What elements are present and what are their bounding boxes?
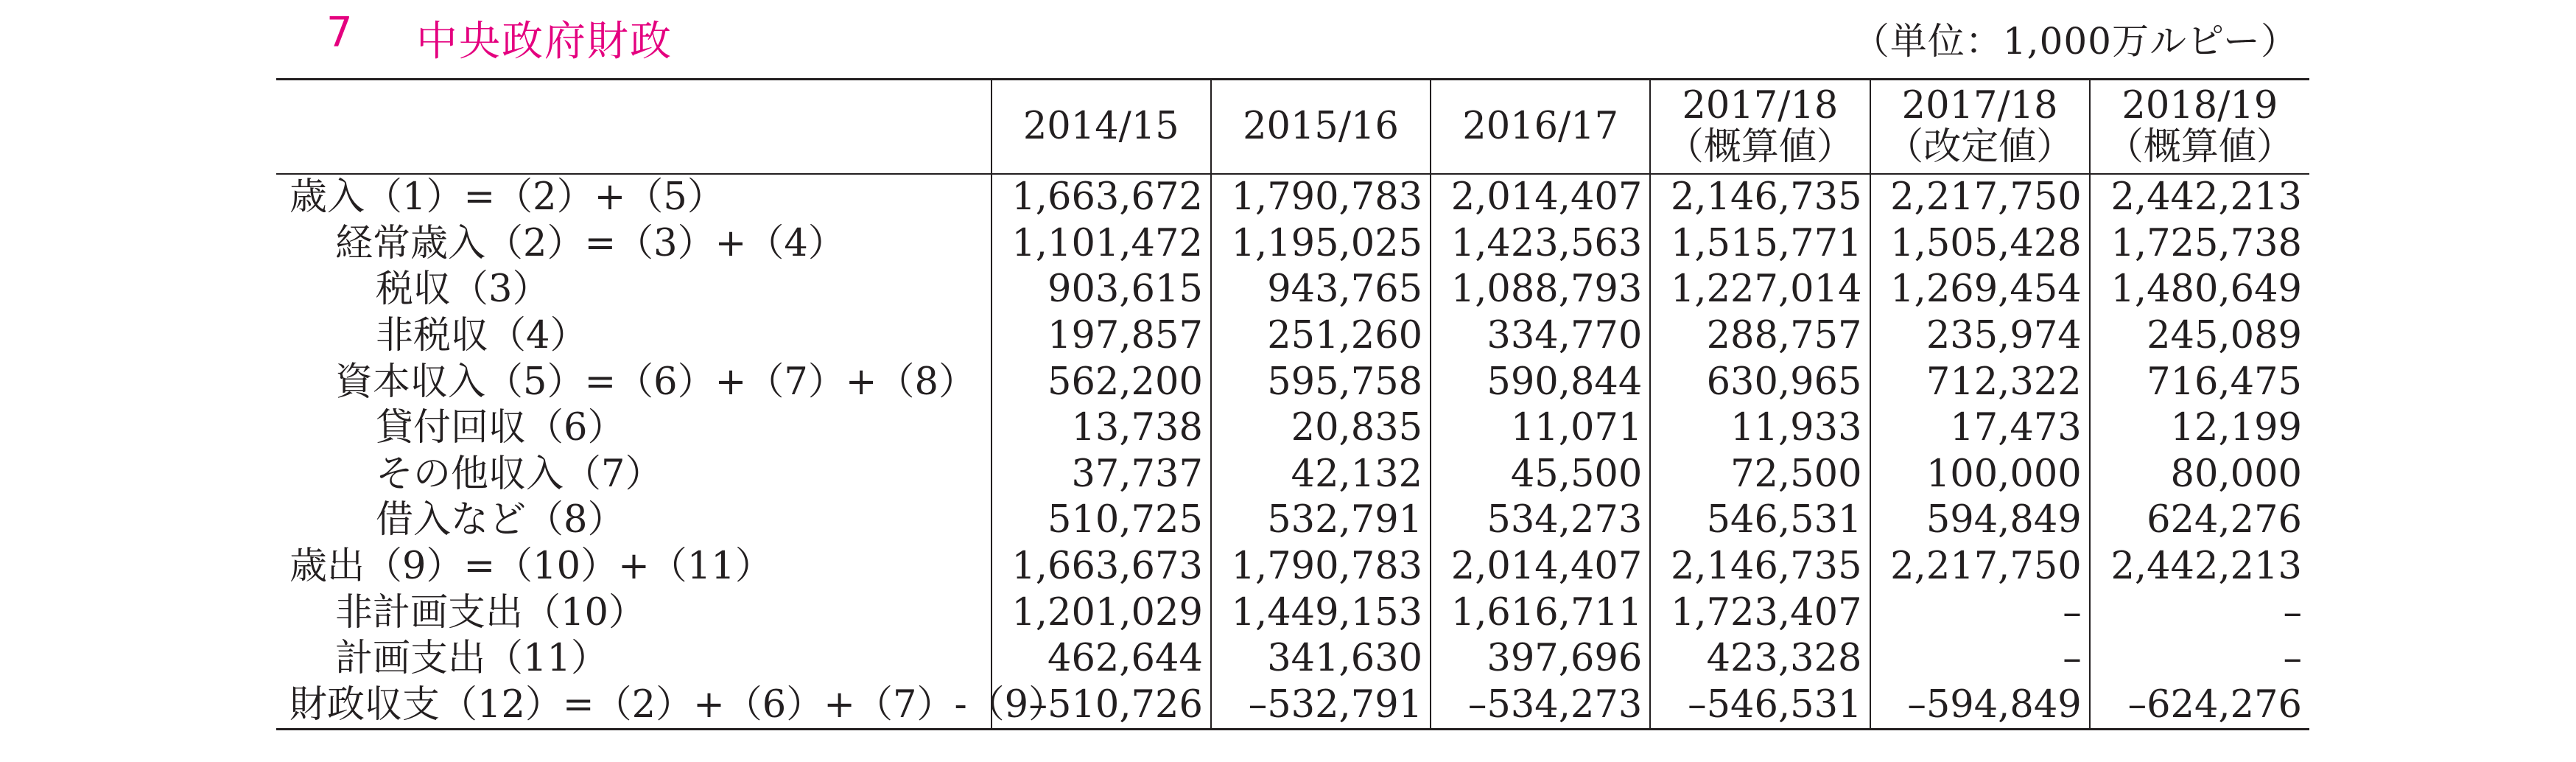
value-cell: 1,505,428 <box>1870 221 2090 268</box>
value-cell: 334,770 <box>1431 313 1650 360</box>
value-cell: – <box>1870 590 2090 636</box>
column-header <box>992 80 1211 175</box>
value-cell: 42,132 <box>1211 452 1431 498</box>
value-cell: 546,531 <box>1650 497 1870 544</box>
value-cell: –546,531 <box>1650 682 1870 730</box>
column-header <box>1211 80 1431 175</box>
column-header-year: 2015/16 <box>1243 105 1399 148</box>
value-cell: 13,738 <box>992 405 1211 452</box>
value-cell: 1,616,711 <box>1431 590 1650 636</box>
row-label: 歳入（1）=（2）+（5） <box>289 175 725 220</box>
column-header-year: 2014/15 <box>1022 105 1179 148</box>
header-label-cell <box>276 80 992 175</box>
value-cell: 17,473 <box>1870 405 2090 452</box>
value-cell: 1,663,672 <box>992 174 1211 221</box>
table-row <box>276 313 2309 360</box>
value-cell: 2,014,407 <box>1431 544 1650 590</box>
value-cell: 2,146,735 <box>1650 174 1870 221</box>
row-label: 歳出（9）=（10）+（11） <box>289 545 773 589</box>
value-cell: 712,322 <box>1870 359 2090 405</box>
value-cell: 1,201,029 <box>992 590 1211 636</box>
table-row <box>276 636 2309 682</box>
value-cell: 510,725 <box>992 497 1211 544</box>
column-header-year: 2018/19 <box>2121 84 2278 127</box>
value-cell: 1,790,783 <box>1211 174 1431 221</box>
value-cell: 590,844 <box>1431 359 1650 405</box>
value-cell: 2,217,750 <box>1870 544 2090 590</box>
column-header <box>1650 80 1870 175</box>
column-header <box>1870 80 2090 175</box>
value-cell: 1,195,025 <box>1211 221 1431 268</box>
table-row <box>276 590 2309 636</box>
table-row <box>276 221 2309 268</box>
row-label: 財政収支（12）=（2）+（6）+（7）-（9） <box>276 682 992 730</box>
table-row <box>276 452 2309 498</box>
value-cell: 397,696 <box>1431 636 1650 682</box>
value-cell: 2,442,213 <box>2090 544 2309 590</box>
table-body <box>276 174 2309 730</box>
value-cell: 197,857 <box>992 313 1211 360</box>
value-cell: 943,765 <box>1211 267 1431 313</box>
section-number: 7 <box>326 9 353 57</box>
table-row <box>276 174 2309 221</box>
value-cell: 1,725,738 <box>2090 221 2309 268</box>
value-cell: 2,217,750 <box>1870 174 2090 221</box>
table-row <box>276 359 2309 405</box>
column-header-year: 2016/17 <box>1462 105 1619 148</box>
row-label: その他収入（7） <box>376 452 663 496</box>
row-label: 借入など（8） <box>376 498 625 542</box>
value-cell: 20,835 <box>1211 405 1431 452</box>
value-cell: 1,227,014 <box>1650 267 1870 313</box>
table-row <box>276 497 2309 544</box>
row-label: 資本収入（5）=（6）+（7）+（8） <box>335 360 976 404</box>
column-header <box>2090 80 2309 175</box>
column-header-year: 2017/18 <box>1901 84 2058 127</box>
value-cell: – <box>2090 636 2309 682</box>
value-cell: 12,199 <box>2090 405 2309 452</box>
table-row <box>276 544 2309 590</box>
table-row <box>276 267 2309 313</box>
header-row <box>276 80 2309 175</box>
value-cell: 11,933 <box>1650 405 1870 452</box>
value-cell: 245,089 <box>2090 313 2309 360</box>
row-label: 経常歳入（2）=（3）+（4） <box>335 221 846 265</box>
value-cell: 1,790,783 <box>1211 544 1431 590</box>
title-row <box>276 3 2298 69</box>
section-title: 中央政府財政 <box>416 18 673 66</box>
value-cell: 235,974 <box>1870 313 2090 360</box>
column-header-note: （概算値） <box>2105 125 2294 169</box>
value-cell: –594,849 <box>1870 682 2090 730</box>
value-cell: 595,758 <box>1211 359 1431 405</box>
column-header-note: （概算値） <box>1666 125 1854 169</box>
value-cell: 903,615 <box>992 267 1211 313</box>
value-cell: 37,737 <box>992 452 1211 498</box>
value-cell: 251,260 <box>1211 313 1431 360</box>
value-cell: 1,449,153 <box>1211 590 1431 636</box>
value-cell: – <box>2090 590 2309 636</box>
value-cell: 716,475 <box>2090 359 2309 405</box>
column-header <box>1431 80 1650 175</box>
row-label: 計画支出（11） <box>335 637 608 681</box>
value-cell: 423,328 <box>1650 636 1870 682</box>
value-cell: 532,791 <box>1211 497 1431 544</box>
value-cell: – <box>1870 636 2090 682</box>
fiscal-table <box>276 78 2309 730</box>
value-cell: 1,723,407 <box>1650 590 1870 636</box>
value-cell: 1,088,793 <box>1431 267 1650 313</box>
value-cell: 1,101,472 <box>992 221 1211 268</box>
value-cell: –534,273 <box>1431 682 1650 730</box>
value-cell: 1,515,771 <box>1650 221 1870 268</box>
row-label: 非計画支出（10） <box>335 590 646 635</box>
value-cell: 100,000 <box>1870 452 2090 498</box>
column-header-note: （改定値） <box>1886 125 2074 169</box>
value-cell: –510,726 <box>992 682 1211 730</box>
value-cell: 341,630 <box>1211 636 1431 682</box>
value-cell: 2,146,735 <box>1650 544 1870 590</box>
value-cell: 1,423,563 <box>1431 221 1650 268</box>
value-cell: 630,965 <box>1650 359 1870 405</box>
value-cell: 80,000 <box>2090 452 2309 498</box>
value-cell: 624,276 <box>2090 497 2309 544</box>
value-cell: 462,644 <box>992 636 1211 682</box>
value-cell: 288,757 <box>1650 313 1870 360</box>
column-header-year: 2017/18 <box>1682 84 1839 127</box>
value-cell: 1,480,649 <box>2090 267 2309 313</box>
row-label: 税収（3） <box>376 268 550 312</box>
value-cell: 2,442,213 <box>2090 174 2309 221</box>
value-cell: 534,273 <box>1431 497 1650 544</box>
value-cell: 2,014,407 <box>1431 174 1650 221</box>
table-row <box>276 405 2309 452</box>
row-label: 非税収（4） <box>376 314 588 358</box>
unit-label: （単位：1,000万ルピー） <box>1852 20 2298 63</box>
table-row <box>276 682 2309 730</box>
value-cell: 1,269,454 <box>1870 267 2090 313</box>
value-cell: 11,071 <box>1431 405 1650 452</box>
value-cell: 72,500 <box>1650 452 1870 498</box>
value-cell: 45,500 <box>1431 452 1650 498</box>
value-cell: 562,200 <box>992 359 1211 405</box>
value-cell: 594,849 <box>1870 497 2090 544</box>
value-cell: 1,663,673 <box>992 544 1211 590</box>
value-cell: –624,276 <box>2090 682 2309 730</box>
row-label: 貸付回収（6） <box>376 406 625 450</box>
value-cell: –532,791 <box>1211 682 1431 730</box>
